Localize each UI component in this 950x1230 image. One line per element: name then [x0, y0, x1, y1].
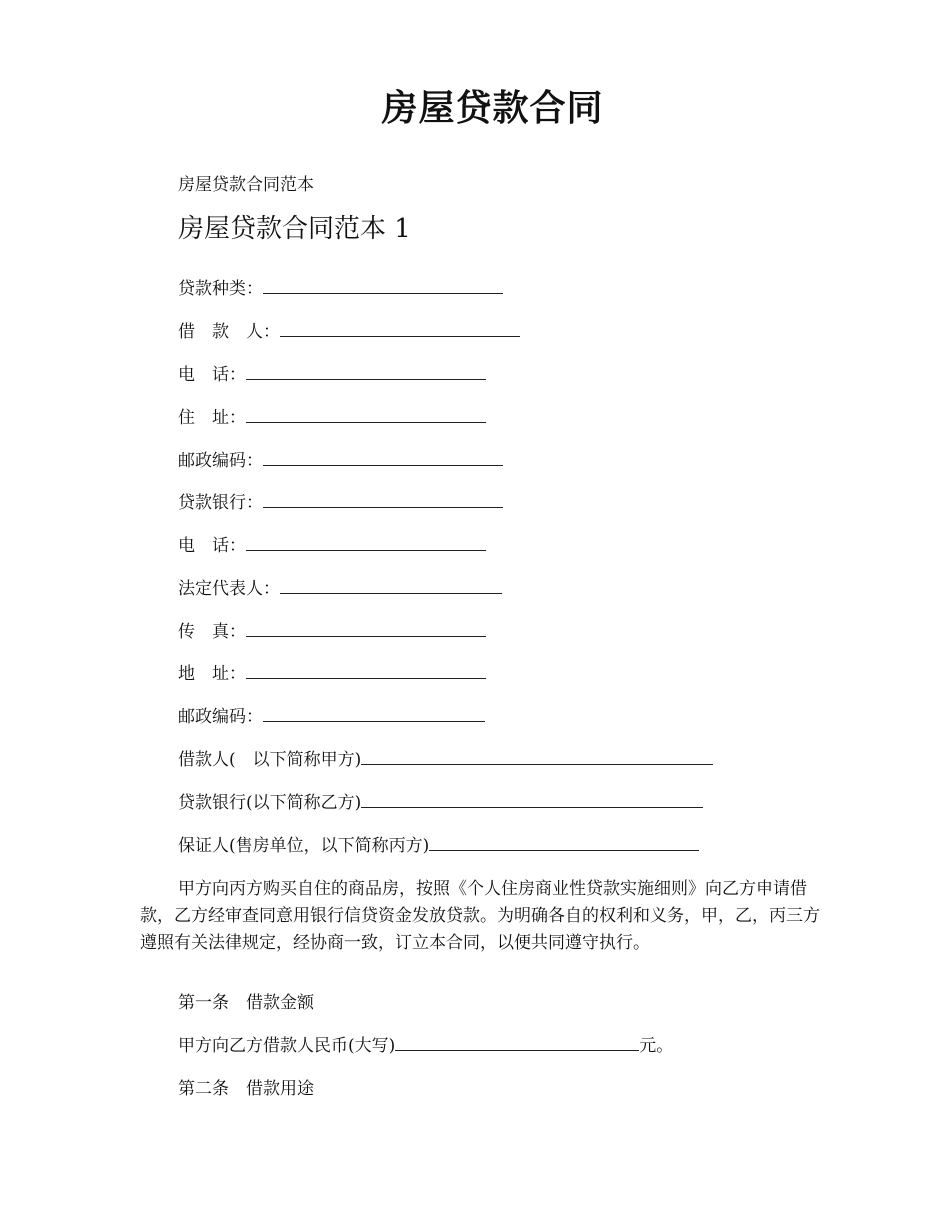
- intro-paragraph: 甲方向丙方购买自住的商品房，按照《个人住房商业性贷款实施细则》向乙方申请借款，乙方经审查同意用银行信贷资金发放贷款。为明确各自的权利和义务，甲，乙，丙三方遵照有关法律规定，经协商一致，订立本合同，以便共同遵守执行。: [140, 879, 820, 953]
- field-label: 保证人(售房单位，以下简称丙方): [178, 836, 430, 856]
- field-label: 邮政编码：: [178, 451, 263, 471]
- field-label: 贷款银行(以下简称乙方): [178, 793, 362, 813]
- article-1-text-after: 元。: [639, 1036, 674, 1056]
- blank-line: [246, 620, 486, 637]
- field-borrower-postcode: [178, 449, 503, 473]
- field-label: 电 话：: [178, 536, 246, 556]
- field-label: 贷款银行：: [178, 493, 263, 513]
- field-label: 住 址：: [178, 408, 246, 428]
- article-1-text-before: 甲方向乙方借款人民币(大写): [178, 1036, 396, 1056]
- blank-line: [246, 662, 486, 679]
- field-label: 法定代表人：: [178, 579, 280, 599]
- blank-line: [395, 1034, 639, 1051]
- field-borrower-address: [178, 406, 486, 430]
- field-bank-postcode: [178, 705, 485, 729]
- field-party-a: [178, 748, 713, 772]
- field-label: 借款人( 以下简称甲方): [178, 750, 362, 770]
- blank-line: [263, 277, 503, 294]
- field-label: 贷款种类：: [178, 279, 263, 299]
- field-bank-address: [178, 662, 486, 686]
- document-subtitle: 房屋贷款合同范本: [178, 175, 314, 195]
- field-borrower: [178, 320, 520, 344]
- document-title: 房屋贷款合同: [381, 87, 604, 129]
- field-legal-representative: [178, 577, 502, 601]
- blank-line: [246, 363, 486, 380]
- section-heading: 房屋贷款合同范本 1: [178, 214, 411, 244]
- blank-line: [280, 577, 502, 594]
- field-label: 地 址：: [178, 664, 246, 684]
- field-bank-phone: [178, 534, 486, 558]
- blank-line: [429, 834, 699, 851]
- blank-line: [361, 791, 703, 808]
- field-label: 邮政编码：: [178, 707, 263, 727]
- field-fax: [178, 620, 486, 644]
- field-loan-type: [178, 277, 503, 301]
- article-1-title: 第一条 借款金额: [178, 993, 314, 1013]
- field-label: 借 款 人：: [178, 322, 280, 342]
- field-party-c: [178, 834, 699, 858]
- article-2-title: 第二条 借款用途: [178, 1079, 314, 1099]
- field-lending-bank: [178, 491, 503, 515]
- field-label: 电 话：: [178, 365, 246, 385]
- blank-line: [280, 320, 520, 337]
- blank-line: [263, 705, 485, 722]
- field-party-b: [178, 791, 703, 815]
- blank-line: [263, 449, 503, 466]
- blank-line: [361, 748, 713, 765]
- field-borrower-phone: [178, 363, 486, 387]
- article-1-text: [178, 1034, 673, 1058]
- blank-line: [263, 491, 503, 508]
- field-label: 传 真：: [178, 622, 246, 642]
- blank-line: [246, 534, 486, 551]
- blank-line: [246, 406, 486, 423]
